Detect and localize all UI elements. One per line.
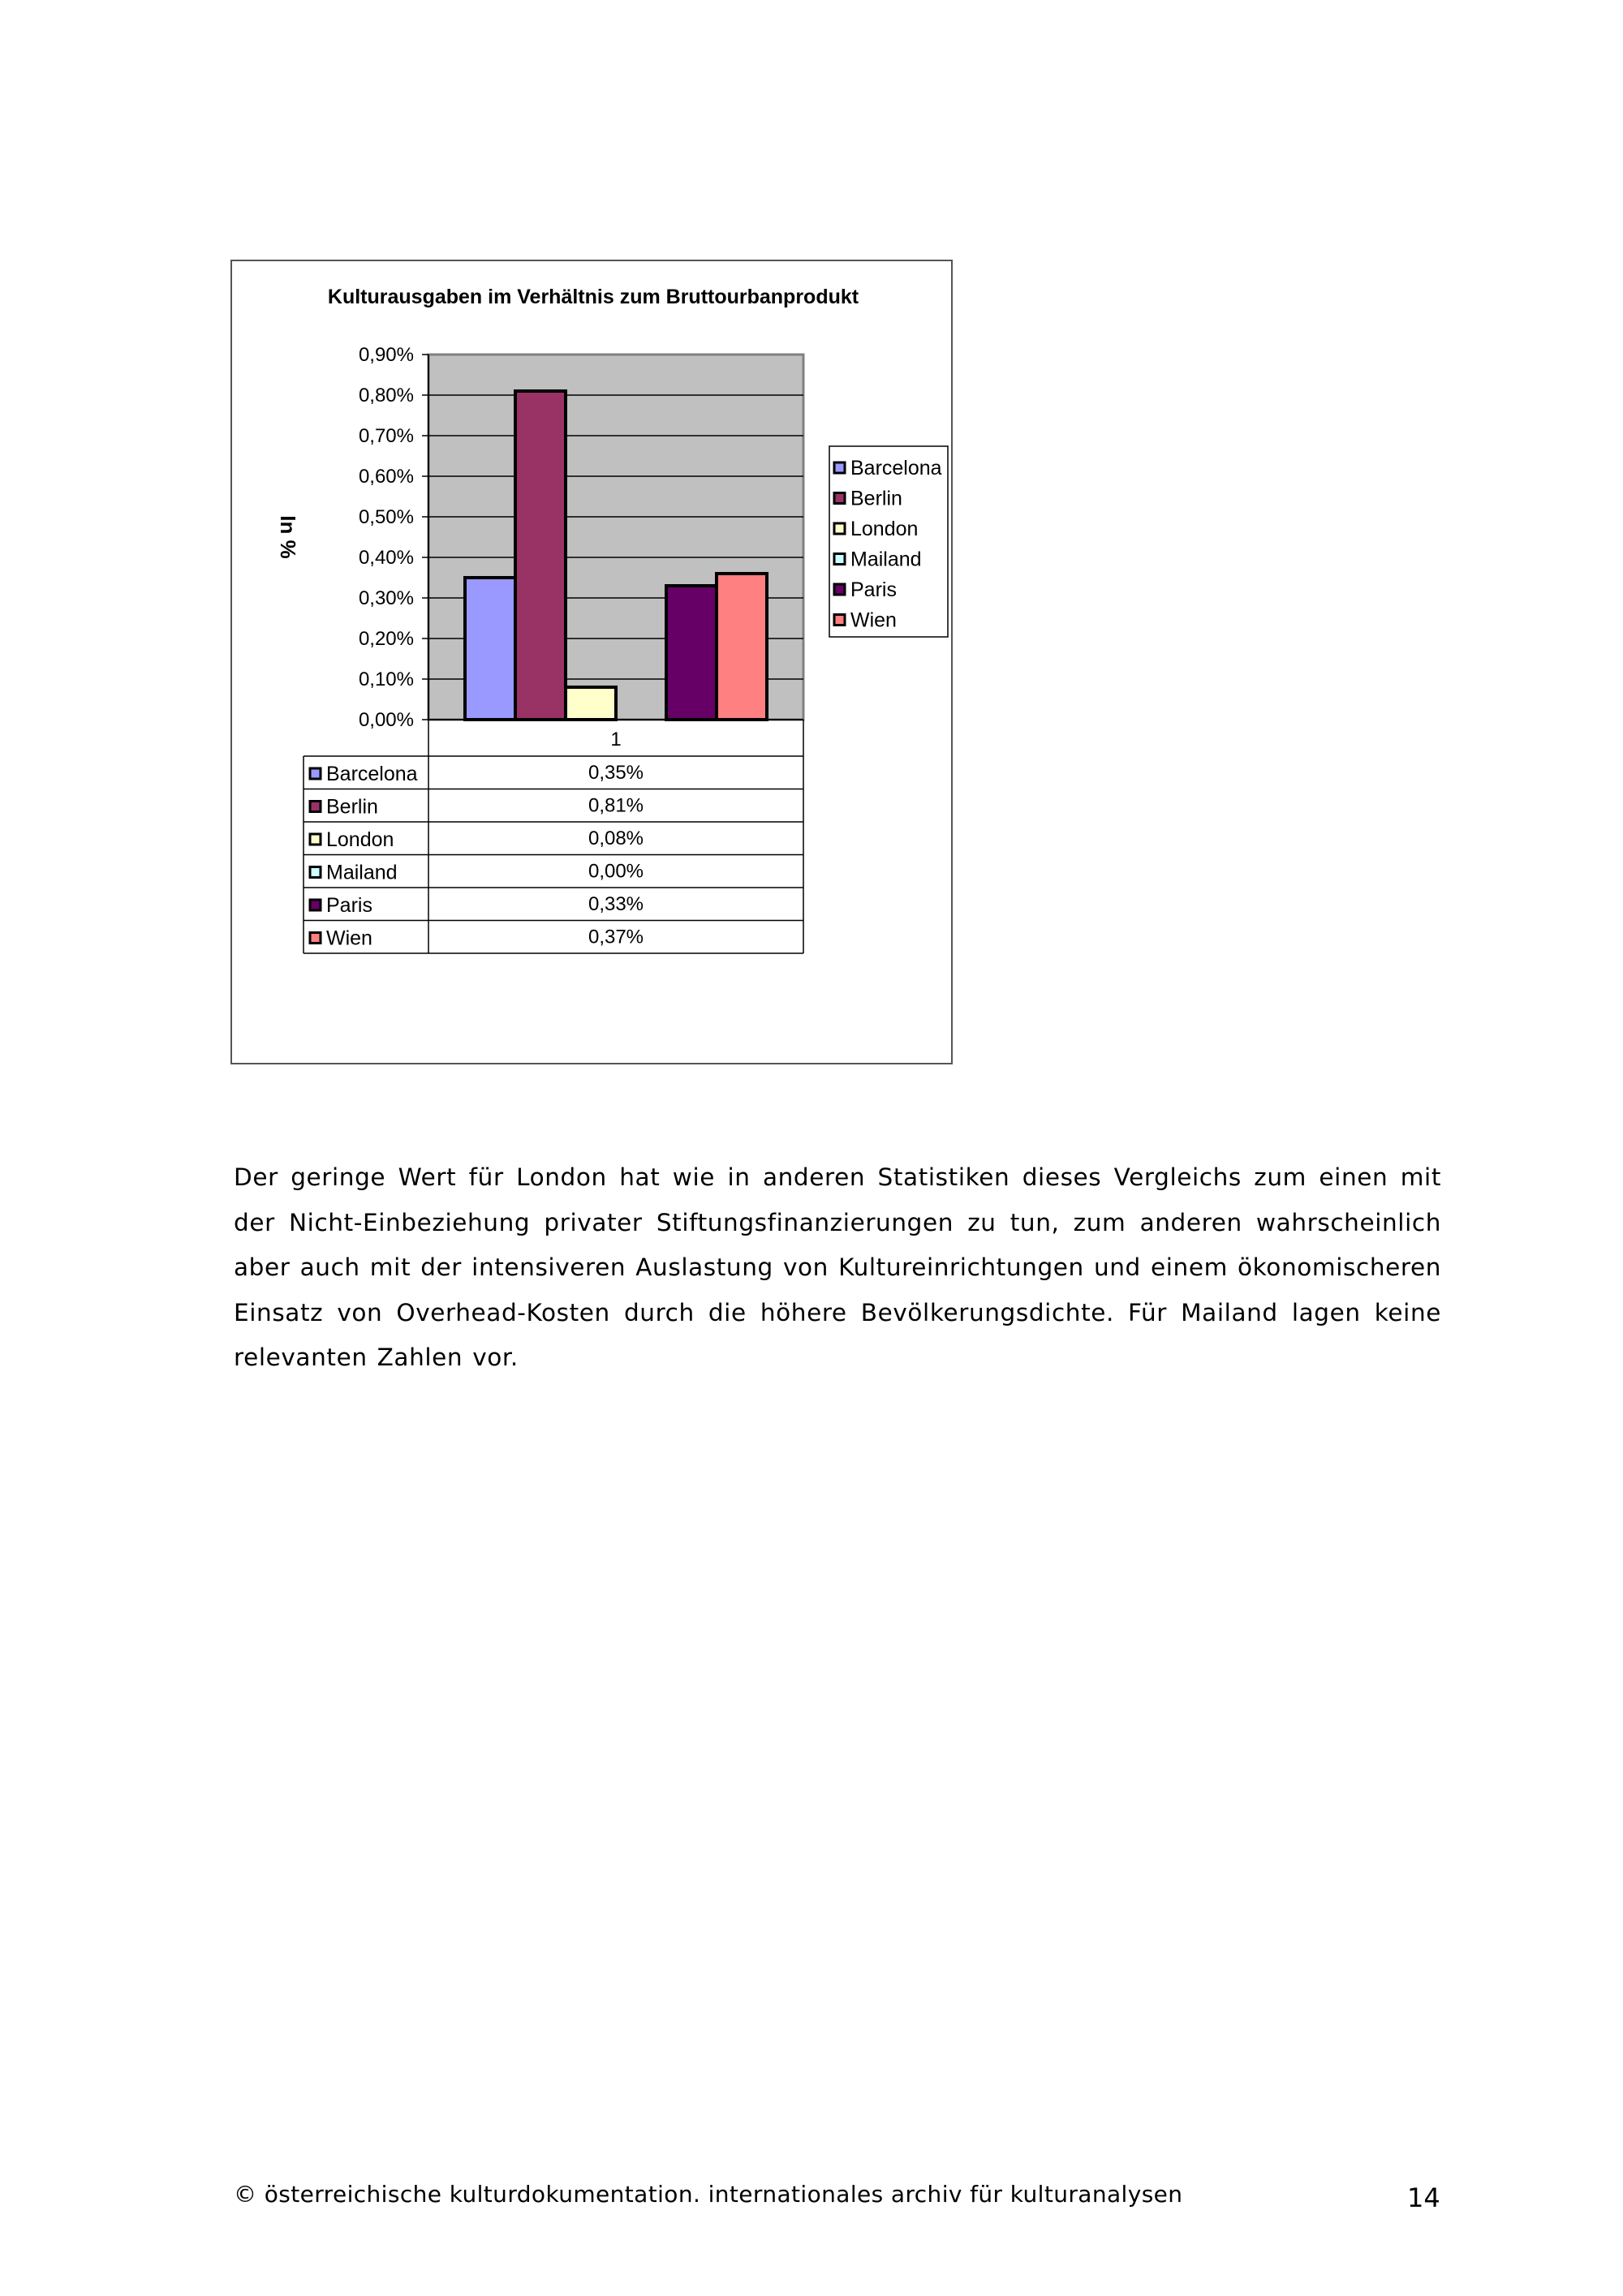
table-value: 0,00% [588, 860, 644, 883]
chart-frame [230, 260, 953, 1064]
y-axis-label: In % [276, 515, 300, 559]
table-legend-key [310, 834, 321, 845]
y-tick-label: 0,90% [358, 344, 414, 366]
y-tick-label: 0,50% [358, 506, 414, 528]
legend-label: Berlin [850, 487, 902, 510]
legend-label: Barcelona [850, 457, 942, 479]
page-number: 14 [1407, 2182, 1440, 2213]
legend-label: Wien [850, 608, 897, 632]
legend-key-london [834, 523, 845, 534]
legend-key-wien [834, 615, 845, 626]
table-series-name: Wien [326, 927, 372, 950]
legend-key-berlin [834, 493, 845, 504]
chart [232, 261, 954, 1066]
bar-wien [717, 574, 767, 720]
table-legend-key [310, 900, 321, 910]
bar-london [566, 687, 616, 720]
legend-label: London [850, 518, 919, 540]
chart-title: Kulturausgaben im Verhältnis zum Bruttourbanprodukt [327, 286, 859, 308]
table-series-name: London [326, 828, 394, 851]
legend-key-barcelona [834, 462, 845, 473]
table-value: 0,33% [588, 893, 644, 915]
x-category-label: 1 [610, 729, 622, 750]
table-series-name: Paris [326, 894, 372, 917]
legend-key-paris [834, 584, 845, 595]
table-value: 0,08% [588, 828, 644, 849]
table-legend-key [310, 768, 321, 779]
y-tick-label: 0,60% [358, 466, 414, 488]
y-tick-label: 0,40% [358, 547, 414, 569]
y-tick-label: 0,10% [358, 669, 414, 690]
y-tick-label: 0,30% [358, 587, 414, 609]
footer-copyright: © österreichische kulturdokumentation. internationales archiv für kulturanalysen [234, 2181, 1183, 2208]
table-legend-key [310, 933, 321, 944]
table-value: 0,35% [588, 762, 644, 784]
body-paragraph: Der geringe Wert für London hat wie in anderen Statistiken dieses Vergleichs zum einen mit der Nicht-Einbeziehung privater Stiftungsfinanzierungen zu tun, zum anderen wahrscheinlich aber auch mit der intensiveren Auslastung von Kultureinrichtungen und einem ökonomischeren Einsatz von Overhead-Kosten durch die höhere Bevölkerungsdichte. Für Mailand lagen keine relevanten Zahlen vor. [234, 1163, 1441, 1371]
table-series-name: Mailand [326, 861, 398, 884]
table-series-name: Berlin [326, 795, 378, 819]
legend-label: Paris [850, 578, 897, 601]
y-tick-label: 0,80% [358, 385, 414, 406]
table-value: 0,81% [588, 794, 644, 817]
bar-paris [666, 586, 717, 720]
legend-label: Mailand [850, 548, 922, 571]
y-tick-label: 0,70% [358, 425, 414, 447]
legend-key-mailand [834, 554, 845, 565]
table-legend-key [310, 867, 321, 878]
bar-berlin [515, 391, 566, 720]
table-legend-key [310, 802, 321, 812]
y-tick-label: 0,00% [358, 709, 414, 731]
bar-barcelona [465, 578, 515, 720]
table-value: 0,37% [588, 926, 644, 948]
y-tick-label: 0,20% [358, 628, 414, 650]
table-series-name: Barcelona [326, 763, 418, 785]
